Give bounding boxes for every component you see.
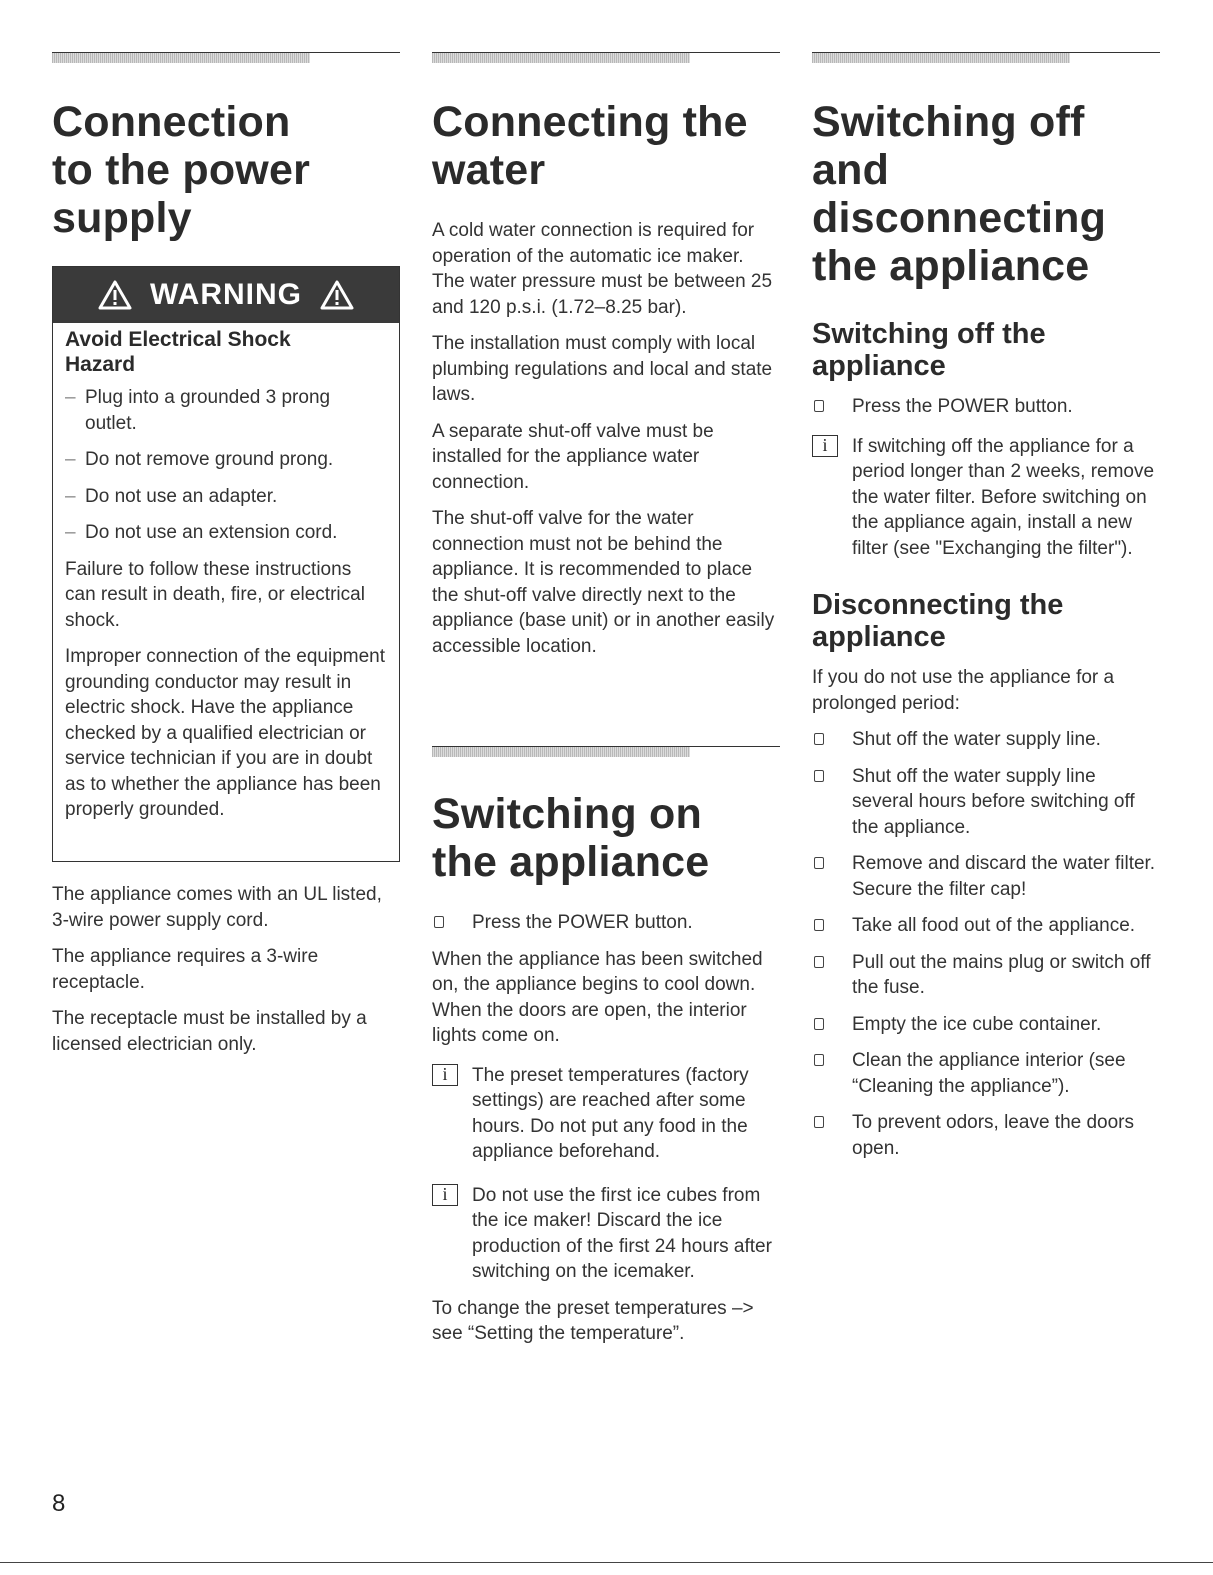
body-paragraph: The appliance requires a 3‑wire receptacle. [52,946,319,993]
step-item [812,950,1162,1001]
section-rule [432,52,780,64]
heading-line: Switching on [432,790,702,838]
info-note [432,1063,780,1165]
subheading-line: Switching off the [812,318,1046,350]
warning-triangle-icon [320,280,354,310]
step-item [812,727,1162,753]
step-item [812,394,1162,420]
checkbox-bullet-icon [814,733,824,745]
info-icon: i [812,435,838,457]
info-text: If switching off the appliance for a period longer than 2 weeks, remove the water filter. Before switching on the appliance again, install a new filter (see "Exchanging the filter"). [852,435,1155,559]
heading-line: Switching off [812,98,1085,146]
body-paragraph: The shut‑off valve for the water connection must not be behind the appliance. It is recommended to place the shut‑off valve directly next to the appliance (base unit) or in another easily accessible location. [432,508,775,657]
heading-line: and [812,146,890,194]
subheading-line: Disconnecting the [812,589,1064,621]
dash-marker: – [65,387,76,408]
warning-item-text: Do not remove ground prong. [85,449,334,470]
heading-line: supply [52,194,192,242]
step-item [812,1012,1162,1038]
section-rule [812,52,1160,64]
info-note [432,1183,780,1285]
warning-item [65,484,387,510]
checkbox-bullet-icon [814,857,824,869]
checkbox-bullet-icon [814,1018,824,1030]
hazard-title [65,327,387,377]
dash-marker: – [65,522,76,543]
checkbox-bullet-icon [814,919,824,931]
warning-label: WARNING [150,278,302,311]
body-paragraph: When the appliance has been switched on, the appliance begins to cool down. When the doors are open, the interior lights come on. [432,948,763,1046]
switch-off-section [812,98,1162,1172]
step-text: Remove and discard the water filter. Secure the filter cap! [852,853,1156,900]
warning-item [65,385,387,436]
warning-item-text: Plug into a grounded 3 prong outlet. [85,387,331,434]
heading-line: the appliance [432,838,710,886]
checkbox-bullet-icon [434,916,444,928]
checkbox-bullet-icon [814,400,824,412]
body-paragraph: To change the preset temperatures –> see “Setting the temperature”. [432,1297,754,1344]
body-paragraph: The installation must comply with local plumbing regulations and local and state laws. [432,333,773,405]
switch-on-section [432,790,780,1347]
section-rule [432,746,780,758]
step-item [812,913,1162,939]
bottom-rule [0,1562,1213,1563]
step-text: Press the POWER button. [472,912,693,933]
checkbox-bullet-icon [814,1054,824,1066]
info-icon: i [432,1064,458,1086]
page-number: 8 [52,1490,66,1517]
heading-line: Connection [52,98,291,146]
info-note [812,434,1162,562]
dash-marker: – [65,449,76,470]
step-item [812,764,1162,841]
warning-item-text: Do not use an adapter. [85,485,278,507]
warning-header [53,267,399,323]
warning-paragraph: Failure to follow these instructions can result in death, fire, or electrical shock. [65,558,365,631]
step-text: To prevent odors, leave the doors open. [852,1112,1135,1159]
heading-line: to the power [52,146,311,194]
info-icon: i [432,1184,458,1206]
step-text: Take all food out of the appliance. [852,915,1136,936]
step-text: Clean the appliance interior (see “Cleaning the appliance”). [852,1050,1126,1097]
info-text: Do not use the first ice cubes from the ice maker! Discard the ice production of the first 24 hours after switching on the icemaker. [472,1184,772,1282]
water-section [432,98,780,659]
warning-item [65,520,387,546]
power-supply-body [52,882,400,1057]
info-text: The preset temperatures (factory settings) are reached after some hours. Do not put any food in the appliance beforehand. [472,1064,749,1162]
step-text: Pull out the mains plug or switch off the fuse. [852,951,1151,998]
power-supply-title [52,98,400,242]
body-paragraph: The receptacle must be installed by a licensed electrician only. [52,1008,367,1055]
subheading-line: appliance [812,350,946,382]
heading-line: Connecting the [432,98,748,146]
warning-content [53,323,399,823]
heading-line: disconnecting [812,194,1107,242]
warning-box [52,266,400,862]
step-item [812,1110,1162,1161]
step-item [432,910,780,936]
checkbox-bullet-icon [814,770,824,782]
step-item [812,851,1162,902]
step-text: Shut off the water supply line. [852,729,1101,750]
body-paragraph: The appliance comes with an UL listed, 3‑wire power supply cord. [52,884,382,931]
body-paragraph: A cold water connection is required for operation of the automatic ice maker. The water pressure must be between 25 and 120 p.s.i. (1.72–8.25 bar). [432,220,773,318]
warning-item [65,447,387,473]
body-paragraph: A separate shut‑off valve must be installed for the appliance water connection. [432,420,714,493]
dash-marker: – [65,485,76,507]
warning-item-text: Do not use an extension cord. [85,522,338,543]
checkbox-bullet-icon [814,956,824,968]
warning-paragraph: Improper connection of the equipment grounding conductor may result in electric shock. Have the appliance checked by a qualified electrician or service technician if you are in doubt as to whether the appliance has been properly grounded. [65,646,386,820]
heading-line: water [432,146,546,194]
step-text: Press the POWER button. [852,396,1073,417]
warning-triangle-icon [98,280,132,310]
body-paragraph: If you do not use the appliance for a prolonged period: [812,667,1115,714]
hazard-line: Hazard [65,353,136,376]
step-item [812,1048,1162,1099]
checkbox-bullet-icon [814,1116,824,1128]
section-rule [52,52,400,64]
step-text: Empty the ice cube container. [852,1013,1102,1035]
step-text: Shut off the water supply line several hours before switching off the appliance. [852,765,1135,838]
subheading-line: appliance [812,621,946,653]
hazard-line: Avoid Electrical Shock [65,328,291,351]
heading-line: the appliance [812,242,1090,290]
